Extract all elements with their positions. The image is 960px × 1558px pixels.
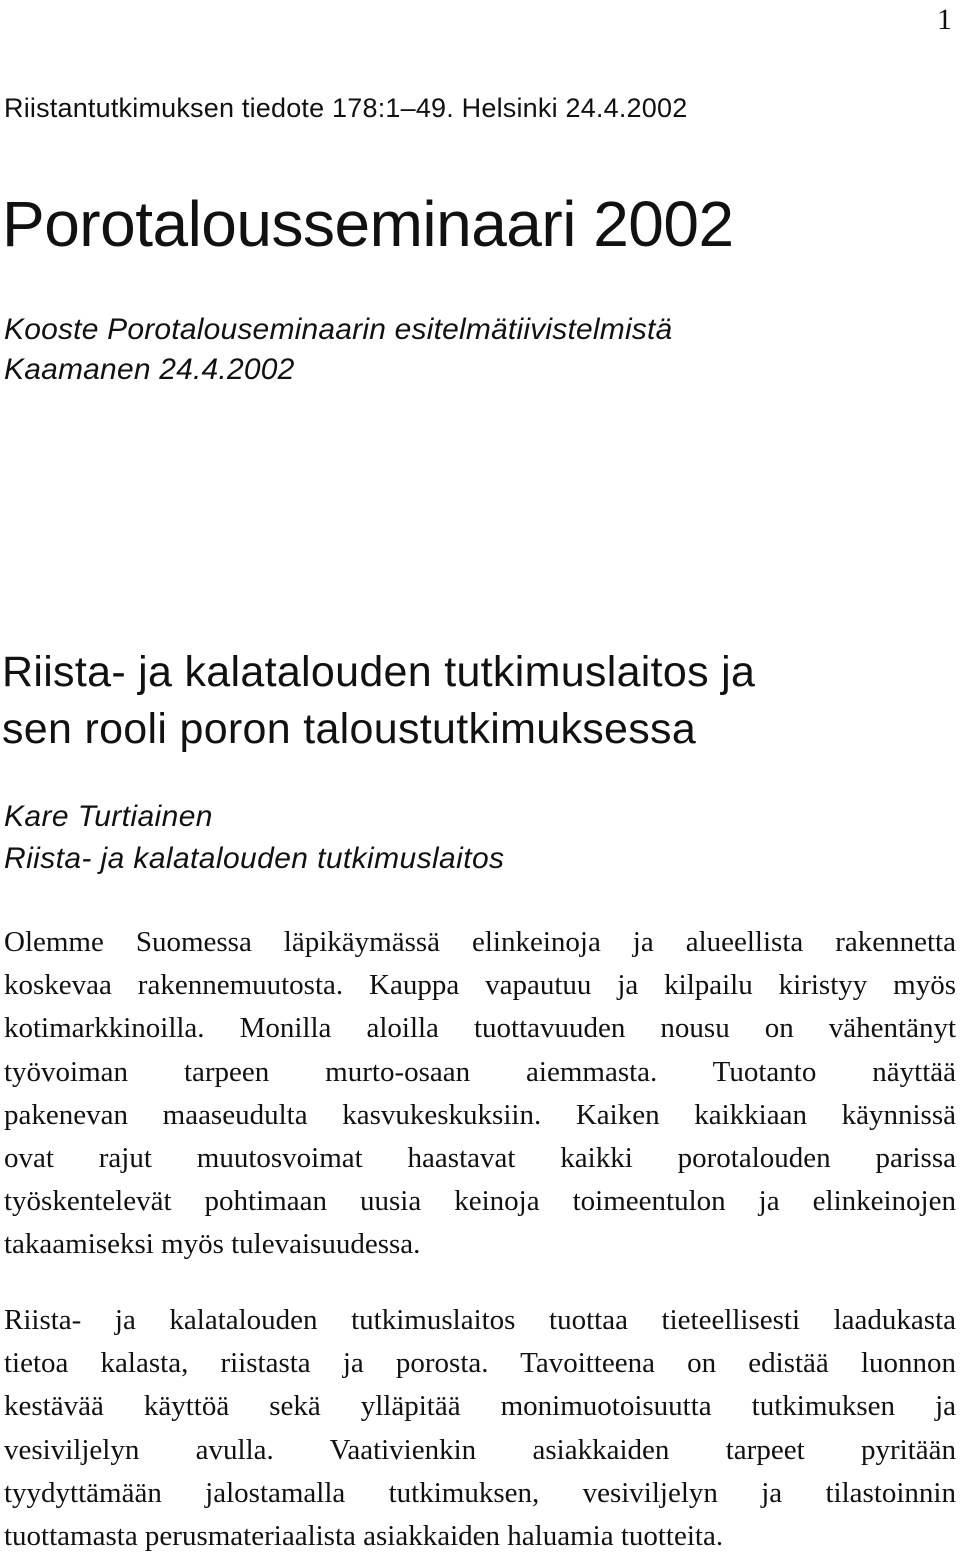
paragraph-line: kestävää käyttöä sekä ylläpitää monimuotoisuutta tutkimuksen ja — [4, 1390, 956, 1423]
paragraph-line: kotimarkkinoilla. Monilla aloilla tuottavuuden nousu on vähentänyt — [4, 1012, 956, 1045]
article-title-line: sen rooli poron taloustutkimuksessa — [2, 705, 697, 753]
paragraph-line: vesiviljelyn avulla. Vaativienkin asiakkaiden tarpeet pyritään — [4, 1433, 956, 1466]
article-title — [2, 644, 755, 758]
paragraph-line: Riista- ja kalatalouden tutkimuslaitos tuottaa tieteellisesti laadukasta — [4, 1304, 956, 1336]
paragraph-line: ovat rajut muutosvoimat haastavat kaikki porotalouden parissa — [4, 1142, 956, 1175]
subtitle-line: Kaamanen 24.4.2002 — [4, 353, 295, 386]
author-affiliation: Riista- ja kalatalouden tutkimuslaitos — [4, 842, 505, 875]
paragraph-line: työskentelevät pohtimaan uusia keinoja toimeentulon ja elinkeinojen — [4, 1185, 956, 1218]
paragraph-line: tyydyttämään jalostamalla tutkimuksen, vesiviljelyn ja tilastoinnin — [4, 1476, 956, 1509]
paragraph-line: työvoiman tarpeen murto-osaan aiemmasta. Tuotanto näyttää — [4, 1055, 956, 1088]
paragraph-line: takaamiseksi myös tulevaisuudessa. — [4, 1228, 421, 1261]
article-title-line: Riista- ja kalatalouden tutkimuslaitos ja — [2, 648, 756, 696]
publication-series-line: Riistantutkimuksen tiedote 178:1–49. Helsinki 24.4.2002 — [4, 93, 688, 123]
paragraph-line: koskevaa rakennemuutosta. Kauppa vapautuu ja kilpailu kiristyy myös — [4, 969, 956, 1002]
author-block — [4, 796, 504, 880]
paragraph-line: pakenevan maaseudulta kasvukeskuksiin. Kaiken kaikkiaan käynnissä — [4, 1098, 956, 1131]
paragraph-line: Olemme Suomessa läpikäymässä elinkeinoja ja alueellista rakennetta — [4, 926, 956, 958]
body-paragraph-1 — [4, 921, 956, 1267]
body-paragraph-2 — [4, 1299, 956, 1558]
subtitle — [4, 310, 672, 390]
paragraph-line: tietoa kalasta, riistasta ja porosta. Tavoitteena on edistää luonnon — [4, 1347, 956, 1380]
page-number: 1 — [937, 3, 952, 36]
author-name: Kare Turtiainen — [4, 800, 213, 833]
main-title: Porotalousseminaari 2002 — [2, 188, 734, 260]
subtitle-line: Kooste Porotalouseminaarin esitelmätiivistelmistä — [4, 313, 673, 346]
paragraph-line: tuottamasta perusmateriaalista asiakkaiden haluamia tuotteita. — [4, 1520, 724, 1553]
